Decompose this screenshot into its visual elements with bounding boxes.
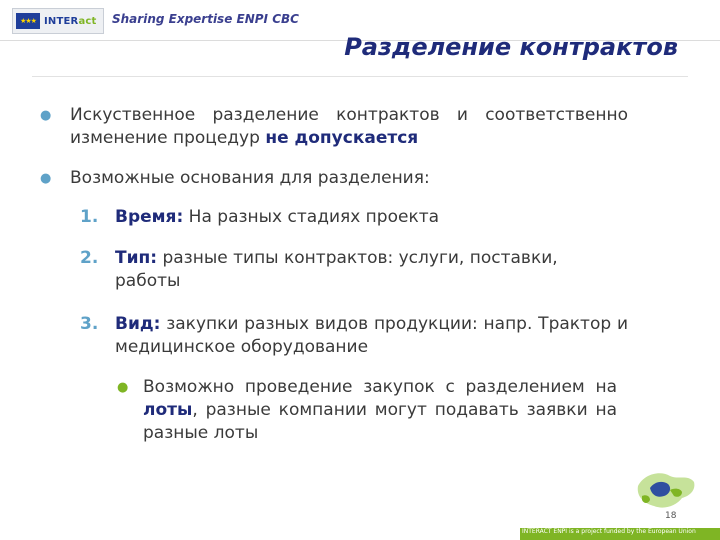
bullet-item: ● Искуственное разделение контрактов и соответственно изменение процедур не допускается: [40, 105, 628, 148]
bullet-item: ● Возможные основания для разделения:: [40, 168, 430, 188]
bullet-icon: ●: [40, 108, 52, 123]
slide-content: [40, 104, 628, 445]
sub-bullet-item: ● Возможно проведение закупок с разделением на лоты, разные компании могут подавать заявки на разные лоты: [117, 377, 617, 443]
sub-bullet-icon: ●: [117, 380, 129, 395]
page-number: 18: [665, 511, 677, 521]
numbered-item: 3. Вид: закупки разных видов продукции: напр. Трактор и медицинское оборудование: [80, 314, 628, 357]
numbered-item: 2. Тип: разные типы контрактов: услуги, поставки, работы: [80, 248, 558, 291]
bullet-icon: ●: [40, 171, 52, 186]
logo-text: INTERact: [44, 15, 97, 27]
slide-title: Разделение контрактов: [344, 33, 678, 61]
eu-flag-icon: ★★★: [16, 13, 40, 29]
footer-text: INTERACT ENPI is a project funded by the European Union: [522, 528, 696, 535]
europe-map-icon: [630, 466, 698, 514]
numbered-item: 1. Время: На разных стадиях проекта: [80, 207, 440, 227]
title-divider: [32, 76, 688, 77]
tagline: Sharing Expertise ENPI CBC: [112, 12, 299, 26]
interact-logo: [12, 8, 104, 34]
